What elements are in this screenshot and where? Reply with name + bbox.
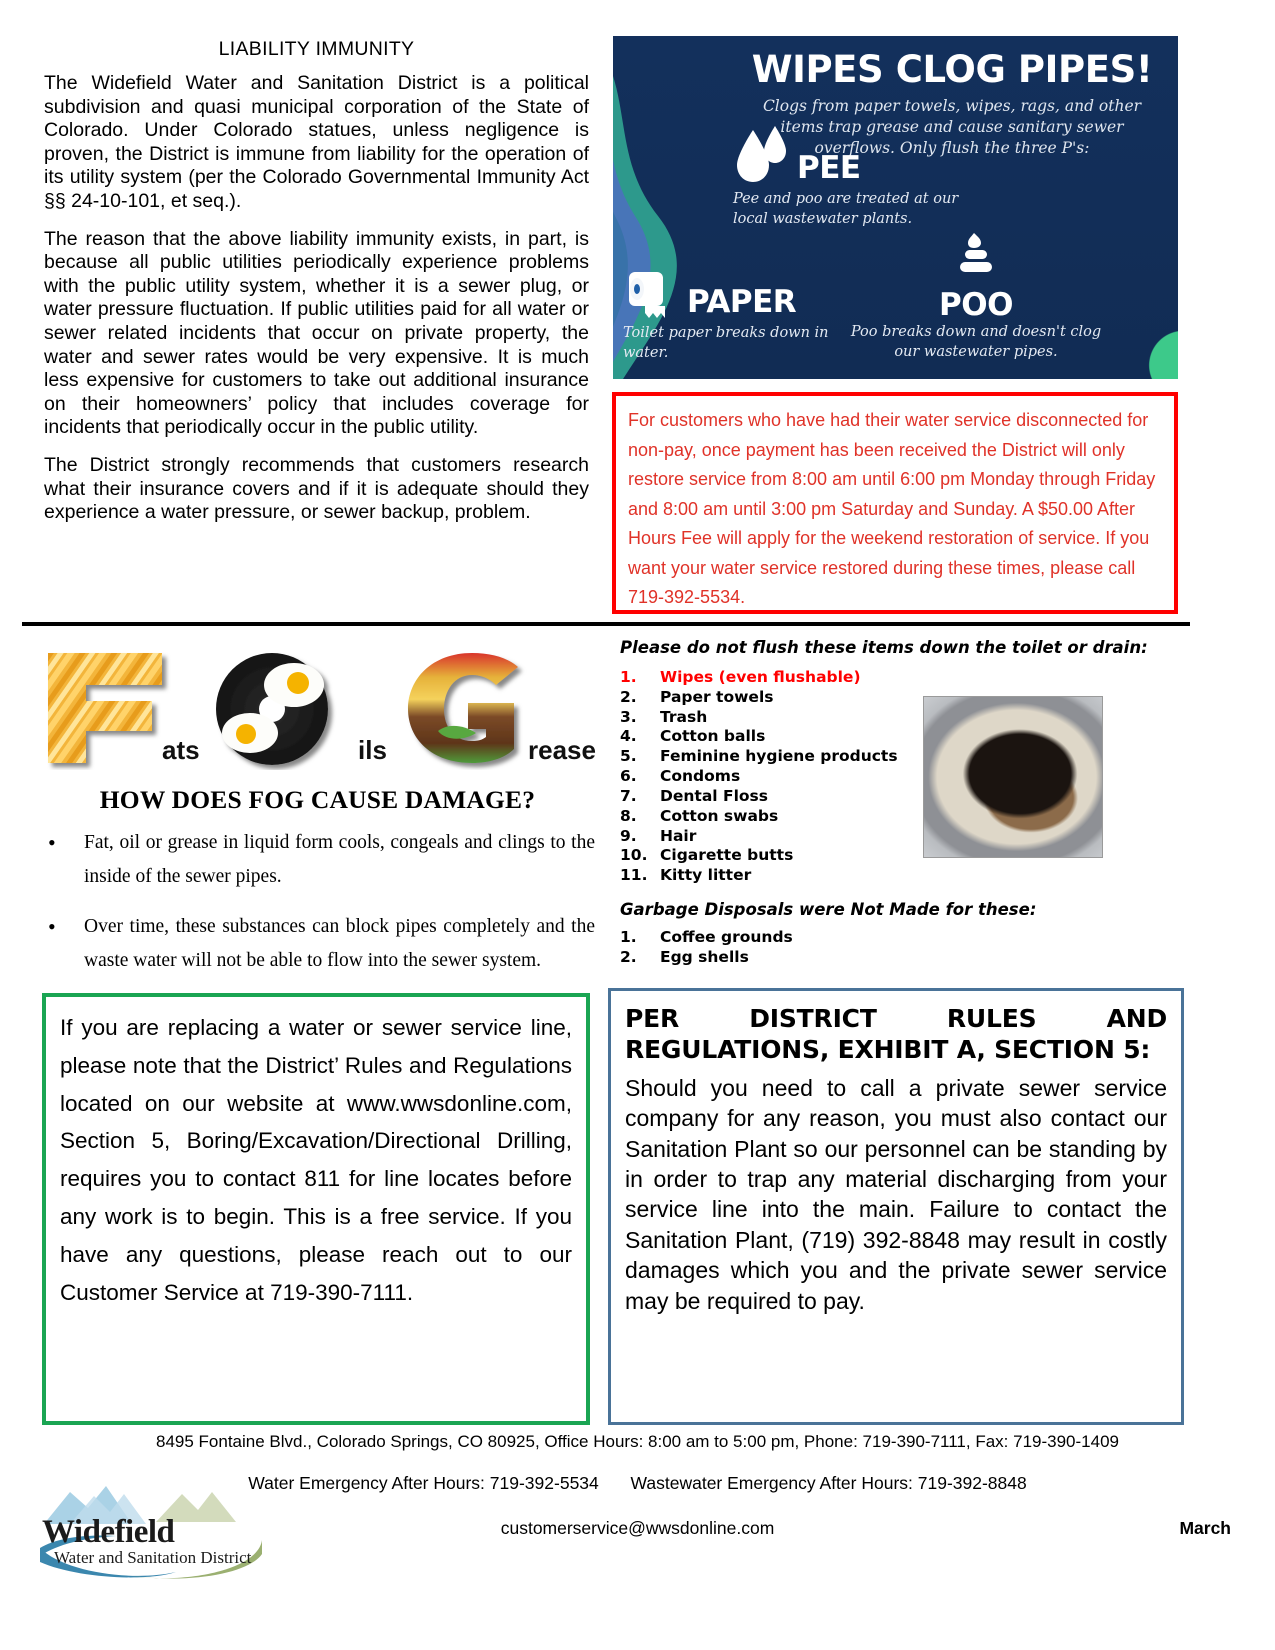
list-item — [620, 827, 920, 847]
clogged-pipe-photo — [923, 696, 1103, 858]
district-rules-body: Should you need to call a private sewer service company for any reason, you must also contact our Sanitation Plant so our personnel can be standing by in order to trap any material discharging from your service line into the main. Failure to contact the Sanitation Plant, (719) 392-8848 may result in costly damages which you and the private sewer service may be required to pay. — [625, 1075, 1167, 1314]
fog-bullet-1: • Fat, oil or grease in liquid form cools, congeals and clings to the inside of the sewer pipes. — [40, 826, 595, 894]
wipes-item-poo-caption: Poo breaks down and doesn't clog our wastewater pipes. — [850, 324, 1102, 360]
wipes-item-paper — [623, 266, 863, 363]
section-divider — [22, 622, 1190, 626]
wipes-item-paper-label: PAPER — [687, 284, 797, 320]
wipes-item-pee-caption: Pee and poo are treated at our local wastewater plants. — [733, 191, 959, 227]
list-item — [620, 807, 920, 827]
district-rules-box — [608, 988, 1184, 1425]
liability-immunity-section — [44, 38, 589, 539]
list-item-label: Paper towels — [660, 687, 774, 706]
wipes-item-poo-label: POO — [939, 287, 1013, 323]
list-item-label: Feminine hygiene products — [660, 747, 898, 766]
liability-immunity-heading: LIABILITY IMMUNITY — [218, 38, 415, 60]
list-item-number: 11. — [620, 866, 648, 885]
list-item-number: 1. — [620, 928, 637, 946]
list-item-label: Cigarette butts — [660, 846, 794, 865]
list-item — [620, 846, 920, 866]
fog-logo-suffix-grease: rease — [528, 735, 596, 765]
service-restoration-notice — [612, 392, 1178, 614]
water-emergency-text: Water Emergency After Hours: 719-392-5534 — [248, 1473, 599, 1493]
poo-icon — [948, 231, 1004, 287]
list-item-number: 7. — [620, 786, 637, 805]
garbage-disposal-list — [620, 928, 920, 968]
fog-logo-graphic — [40, 645, 595, 770]
fog-damage-heading: HOW DOES FOG CAUSE DAMAGE? — [99, 785, 536, 814]
list-item-label: Wipes (even flushable) — [660, 668, 861, 686]
list-item-number: 8. — [620, 806, 637, 825]
decorative-wave-right — [1100, 216, 1178, 379]
district-rules-heading: PER DISTRICT RULES AND REGULATIONS, EXHIBIT A, SECTION 5: — [625, 1004, 1167, 1064]
list-item-label: Hair — [660, 826, 697, 845]
list-item — [620, 948, 920, 968]
wipes-item-pee-label: PEE — [797, 150, 861, 186]
list-item-number: 5. — [620, 747, 637, 766]
service-line-replacement-box — [42, 993, 590, 1425]
fog-logo-suffix-fats: ats — [162, 735, 200, 765]
list-item-label: Egg shells — [660, 947, 749, 966]
toilet-paper-roll-icon — [623, 266, 681, 320]
fog-bullet-2: • Over time, these substances can block pipes completely and the waste water will not be able to flow into the sewer system. — [40, 910, 595, 978]
list-item-number: 2. — [620, 687, 637, 706]
list-item — [620, 727, 920, 747]
list-item-number: 9. — [620, 826, 637, 845]
do-not-flush-list — [620, 668, 920, 886]
footer-address: 8495 Fontaine Blvd., Colorado Springs, CO 80925, Office Hours: 8:00 am to 5:00 pm, Phone: 719-390-7111, Fax: 719-390-1409 — [156, 1432, 1119, 1451]
widefield-logo — [36, 1478, 268, 1586]
liability-paragraph-2: The reason that the above liability immunity exists, in part, is because all public utilities periodically experience problems with the public utility system, whether it is a sewer plug, or water pressure fluctuation. If public utilities paid for all water or sewer related incidents that occur on private property, the water and sewer rates would be very expensive. It is much less expensive for customers to take out additional insurance on their homeowners’ policy that includes coverage for incidents that periodically occur in the public utility. — [44, 227, 589, 439]
wipes-item-poo — [841, 231, 1111, 362]
list-item — [620, 787, 920, 807]
service-line-replacement-text: If you are replacing a water or sewer service line, please note that the District’ Rules and Regulations located on our website at www.wwsdonline.com, Section 5, Boring/Excavation/Directional Drilling, requires you to contact 811 for line locates before any work is to begin. This is a free service. If you have any questions, please reach out to our Customer Service at 719-390-7111. — [60, 1015, 572, 1305]
list-item-number: 2. — [620, 947, 637, 966]
list-item-number: 1. — [620, 668, 637, 686]
wipes-clog-pipes-infographic — [613, 36, 1178, 379]
wipes-item-paper-caption: Toilet paper breaks down in water. — [623, 325, 829, 361]
list-item-number: 6. — [620, 767, 637, 786]
fog-damage-bullets — [40, 826, 595, 995]
list-item — [620, 708, 920, 728]
list-item — [620, 866, 920, 886]
list-item-number: 3. — [620, 707, 637, 726]
list-item — [620, 928, 920, 948]
list-item-label: Cotton swabs — [660, 806, 779, 825]
wipes-subtitle: Clogs from paper towels, wipes, rags, and other items trap grease and cause sanitary sewer overflows. Only flush the three P's: — [762, 97, 1142, 157]
list-item-label: Kitty litter — [660, 866, 752, 885]
footer-month: March — [1179, 1518, 1231, 1538]
list-item-label: Cotton balls — [660, 727, 766, 746]
water-drop-icon — [733, 124, 791, 186]
logo-tagline: Water and Sanitation District — [54, 1548, 252, 1567]
liability-paragraph-3: The District strongly recommends that customers research what their insurance covers and if it is adequate should they experience a water pressure, or sewer backup, problem. — [44, 453, 589, 524]
liability-paragraph-1: The Widefield Water and Sanitation District is a political subdivision and quasi municipal corporation of the State of Colorado. Under Colorado statues, unless negligence is proven, the District is immune from liability for the operation of its utility system (per the Colorado Governmental Immunity Act §§ 24-10-101, et seq.). — [44, 72, 589, 212]
list-item — [620, 747, 920, 767]
list-item-label: Trash — [660, 707, 708, 726]
wipes-title: WIPES CLOG PIPES! — [751, 48, 1153, 91]
list-item-number: 10. — [620, 846, 648, 865]
list-item — [620, 767, 920, 787]
list-item-label: Dental Floss — [660, 786, 768, 805]
fog-logo — [40, 645, 595, 770]
list-item-label: Coffee grounds — [660, 928, 793, 946]
logo-name: Widefield — [42, 1514, 175, 1550]
wastewater-emergency-text: Wastewater Emergency After Hours: 719-392-8848 — [630, 1473, 1027, 1493]
list-item-label: Condoms — [660, 767, 741, 786]
service-restoration-notice-text: For customers who have had their water service disconnected for non-pay, once payment has been received the District will only restore service from 8:00 am until 6:00 pm Monday through Friday and 8:00 am until 3:00 pm Saturday and Sunday. A $50.00 After Hours Fee will apply for the weekend restoration of service. If you want your water service restored during these times, please call 719-392-5534. — [628, 410, 1156, 608]
garbage-disposal-heading: Garbage Disposals were Not Made for these: — [620, 900, 1037, 919]
list-item-number: 4. — [620, 727, 637, 746]
do-not-flush-heading: Please do not flush these items down the toilet or drain: — [620, 638, 1148, 657]
footer-email[interactable]: customerservice@wwsdonline.com — [500, 1518, 775, 1538]
fog-logo-suffix-oils: ils — [358, 735, 387, 765]
wipes-item-pee — [733, 124, 973, 229]
list-item — [620, 668, 920, 688]
list-item — [620, 688, 920, 708]
